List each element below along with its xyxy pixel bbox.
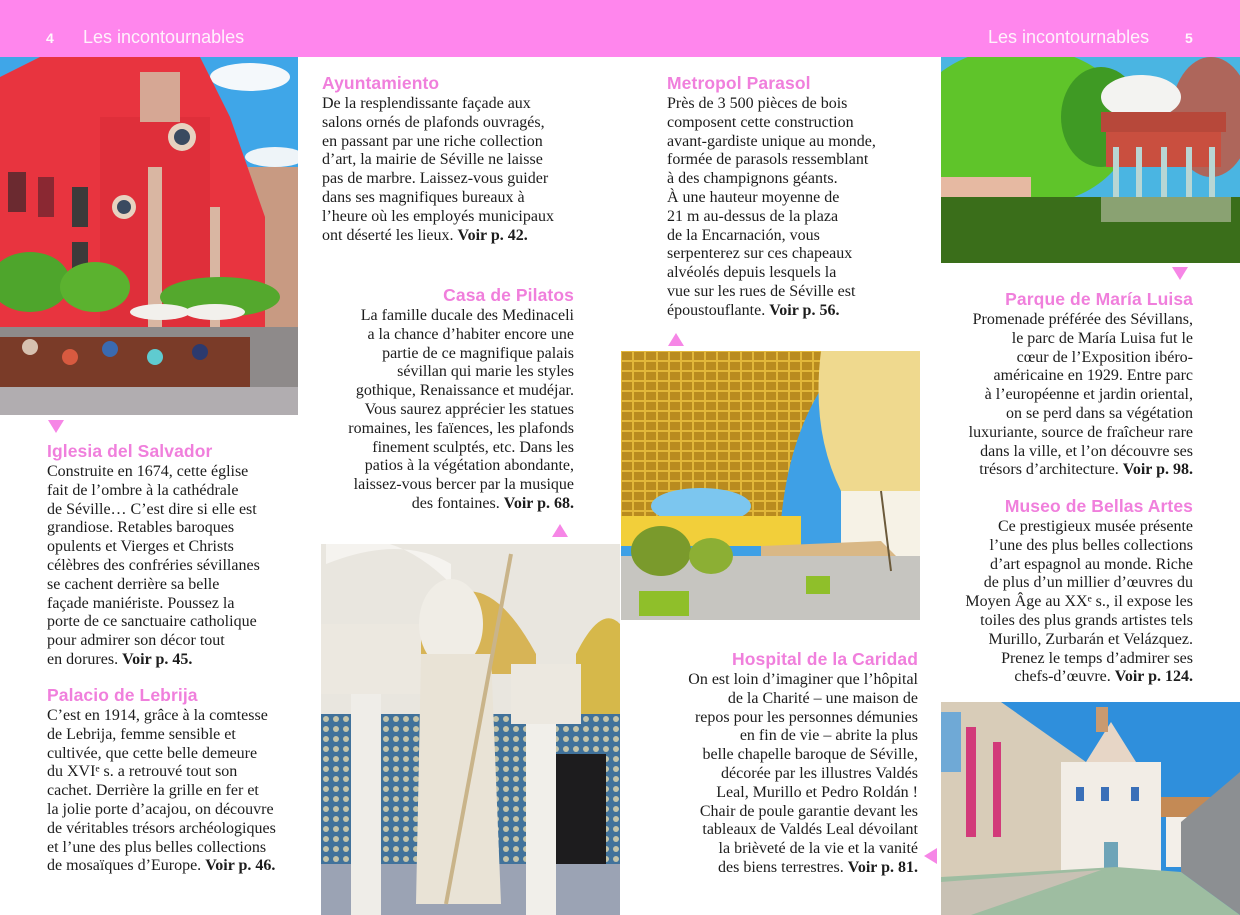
page-reference: Voir p. 46. [205,857,276,875]
page-reference: Voir p. 45. [122,650,193,668]
right-running-title: Les incontournables [988,27,1150,47]
section-title: Iglesia del Salvador [47,441,213,461]
photo-metropol-parasol [621,351,920,620]
page-reference: Voir p. 56. [769,301,840,319]
section-title: Metropol Parasol [667,73,811,93]
section-title: Ayuntamiento [322,73,440,93]
right-page-number: 5 [1185,30,1193,46]
page-reference: Voir p. 42. [457,226,528,244]
page-reference: Voir p. 98. [1122,461,1193,479]
page-reference: Voir p. 124. [1114,668,1193,686]
section-casa-de-pilatos [315,284,574,514]
section-body: Près de 3 500 pièces de bois composent cette construction avant-gardiste unique au monde, formée de parasols ressemblant à des champignons géants. À une hauteur moyenne de 21 m au-dessus de la plaza de la Encarnación, vous serpenterez sur ces chapeaux alvéolés depuis lesquels la vue sur les rues de Séville est époustouflante. Voir p. 56. [667,95,876,319]
photo-casa-de-pilatos [321,544,620,915]
section-hospital-de-la-caridad [660,648,918,878]
pointer-triangle-icon [48,420,64,433]
section-iglesia-del-salvador [47,440,297,670]
pointer-triangle-icon [668,333,684,346]
photo-parque-maria-luisa [941,57,1240,263]
section-title: Museo de Bellas Artes [1004,496,1193,516]
page-reference: Voir p. 68. [503,494,574,512]
section-body: De la resplendissante façade aux salons ornés de plafonds ouvragés, en passant par une riche collection d’art, la mairie de Séville ne laisse pas de marbre. Laissez-vous guider dans ses magnifiques bureaux à l’heure où les employés municipaux ont déserté les lieux. Voir p. 42. [322,95,554,244]
section-palacio-de-lebrija [47,684,307,876]
section-museo-de-bellas-artes [935,495,1193,687]
section-body: La famille ducale des Medinaceli a la chance d’habiter encore une partie de ce magnifique palais sévillan qui marie les styles gothique, Renaissance et mudéjar. Vous saurez apprécier les statues romaines, les faïences, les plafonds finement sculptés, etc. Dans les patios à la végétation abondante, laissez-vous bercer par la musique des fontaines. Voir p. 68. [348,307,574,512]
section-metropol-parasol [667,72,927,321]
section-body: C’est en 1914, grâce à la comtesse de Lebrija, femme sensible et cultivée, que cette belle demeure du XVIᵉ s. a retrouvé tout son cachet. Derrière la grille en fer et la jolie porte d’acajou, on découvre de véritables trésors archéologiques et l’une des plus belles collections de mosaïques d’Europe. Voir p. 46. [47,707,276,875]
pointer-triangle-icon [552,524,568,537]
left-running-title: Les incontournables [83,27,245,47]
page-reference: Voir p. 81. [847,858,918,876]
page-header [0,0,1240,57]
pointer-triangle-icon [1172,267,1188,280]
photo-iglesia-del-salvador [0,57,298,415]
section-title: Parque de María Luisa [1005,289,1193,309]
photo-hospital-caridad [941,702,1240,915]
section-title: Hospital de la Caridad [732,649,918,669]
section-parque-de-maria-luisa [935,288,1193,480]
section-body: Construite en 1674, cette église fait de l’ombre à la cathédrale de Séville… C’est dire si elle est grandiose. Retables baroques opulents et Vierges et Christs célèbres des confréries sévillanes se cachent derrière sa belle façade maniériste. Poussez la porte de ce sanctuaire catholique pour admirer son décor tout en dorures. Voir p. 45. [47,463,260,668]
pointer-triangle-icon [924,848,937,864]
left-page-number: 4 [46,30,54,46]
section-title: Casa de Pilatos [443,285,574,305]
section-body: Promenade préférée des Sévillans, le parc de María Luisa fut le cœur de l’Exposition ibéro- américaine en 1929. Entre parc à l’européenne et jardin oriental, on se perd dans sa végétation luxuriante, source de fraîcheur rare dans la ville, et l’on découvre ses trésors d’architecture. Voir p. 98. [968,311,1193,479]
section-ayuntamiento [322,72,582,245]
section-body: Ce prestigieux musée présente l’une des plus belles collections d’art espagnol au monde. Riche de plus d’un millier d’œuvres du Moyen Âge au XXᵉ s., il expose les toiles des plus grands artistes tels Murillo, Zurbarán et Velázquez. Prenez le temps d’admirer ses chefs-d’œuvre. Voir p. 124. [965,518,1193,686]
section-title: Palacio de Lebrija [47,685,198,705]
section-body: On est loin d’imaginer que l’hôpital de la Charité – une maison de repos pour les personnes démunies en fin de vie – abrite la plus belle chapelle baroque de Séville, décorée par les illustres Valdés Leal, Murillo et Pedro Roldán ! Chair de poule garantie devant les tableaux de Valdés Leal dévoilant la brièveté de la vie et la vanité des biens terrestres. Voir p. 81. [688,671,918,876]
